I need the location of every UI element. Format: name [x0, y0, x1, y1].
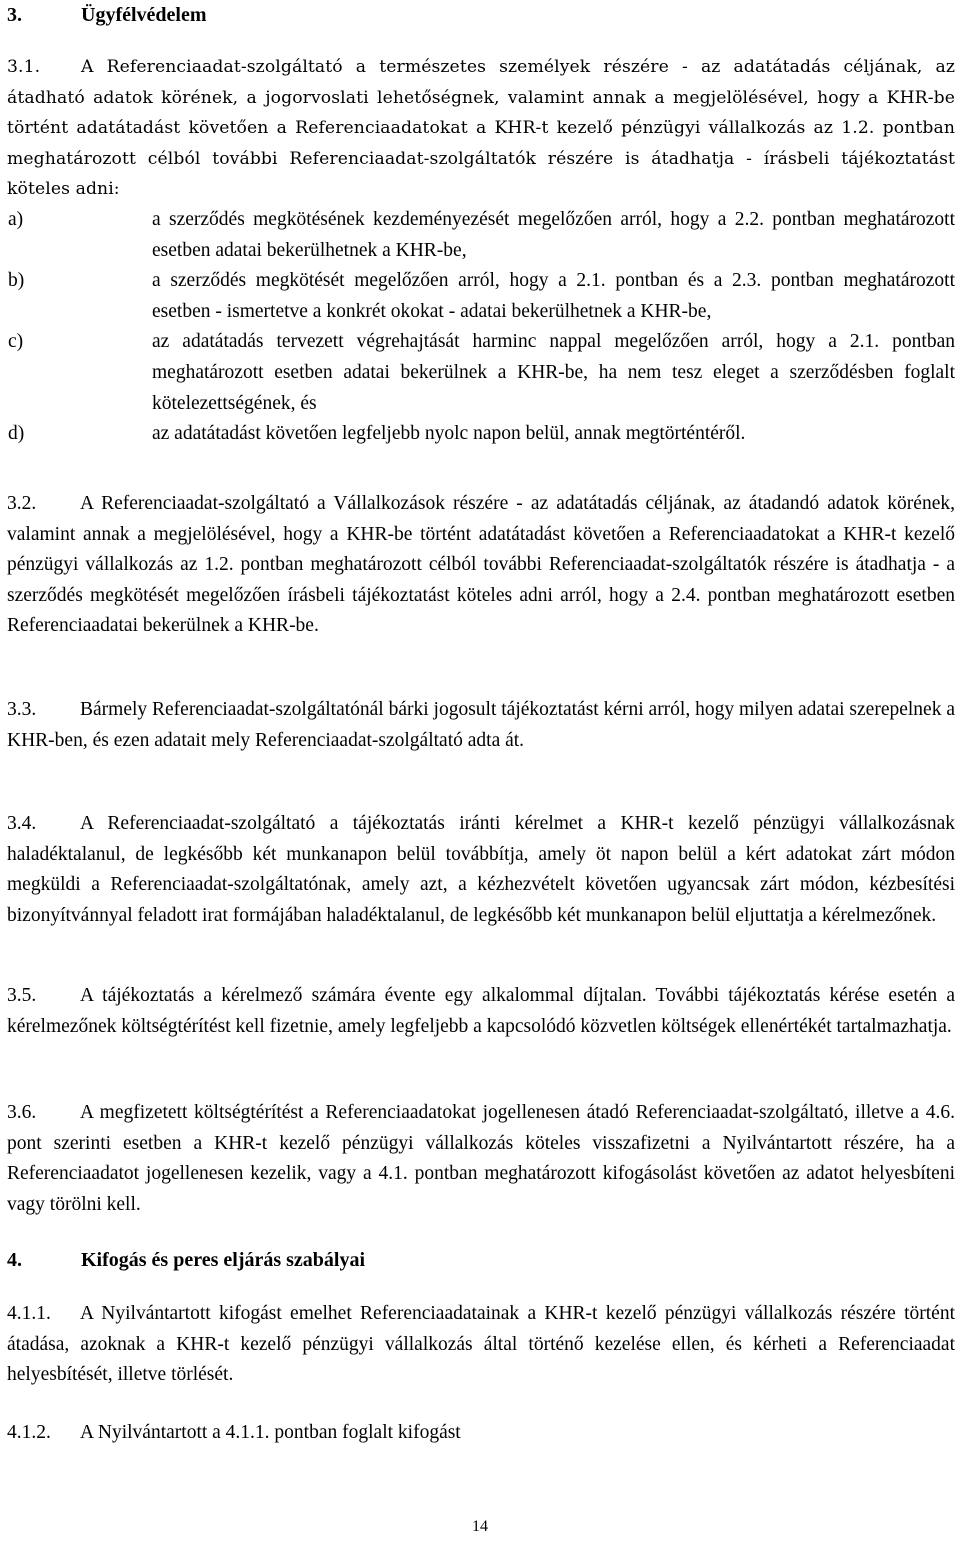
list-marker: d) [8, 423, 25, 445]
paragraph-text: A Nyilvántartott kifogást emelhet Referenciaadatainak a KHR-t kezelő pénzügyi vállalkozás részére történt átadása, azoknak a KHR-t kezelő pénzügyi vállalkozás által történő kezelése ellen, és kérheti a Referenciaadat helyesbítését, illetve törlését. [7, 1303, 955, 1386]
paragraph-text: A Referenciaadat-szolgáltató a tájékoztatás iránti kérelmet a KHR-t kezelő pénzügyi vállalkozásnak haladéktalanul, de legkésőbb két munkanapon belül továbbítja, amely öt napon belül a kért adatokat zárt módon megküldi a Referenciaadat-szolgáltatónak, amely azt, a kézhezvételt követően ugyancsak zárt módon, kézbesítési bizonyítvánnyal feladott irat formájában haladéktalanul, de legkésőbb két munkanapon belül eljuttatja a kérelmezőnek. [7, 813, 955, 926]
list-text: a szerződés megkötésének kezdeményezését megelőzően arról, hogy a 2.2. pontban meghatározott esetben adatai bekerülhetnek a KHR-be, [152, 208, 955, 261]
paragraph-3-3 [7, 695, 955, 756]
page-number: 14 [472, 1518, 488, 1535]
paragraph-number: 4.1.1. [7, 1303, 51, 1324]
paragraph-text: Bármely Referenciaadat-szolgáltatónál bárki jogosult tájékoztatást kérni arról, hogy milyen adatai szerepelnek a KHR-ben, és ezen adatait mely Referenciaadat-szolgáltató adta át. [7, 699, 955, 751]
list-item [7, 266, 955, 327]
paragraph-number: 3.4. [7, 813, 37, 834]
list-marker: b) [8, 270, 25, 292]
paragraph-text [7, 52, 955, 205]
paragraph-text: A tájékoztatás a kérelmező számára évente egy alkalommal díjtalan. További tájékoztatás kérése esetén a kérelmezőnek költségtérítést kell fizetnie, amely legfeljebb a kapcsolódó közvetlen költségek ellenértékét tartalmazhatja. [7, 985, 955, 1037]
list-item [7, 419, 955, 450]
list-text: a szerződés megkötését megelőzően arról, hogy a 2.1. pontban és a 2.3. pontban meghatározott esetben - ismertetve a konkrét okokat - adatai bekerülhetnek a KHR-be, [152, 270, 955, 322]
paragraph-number: 3.1. [7, 57, 41, 77]
list-item [7, 205, 955, 266]
list-marker: a) [8, 208, 24, 230]
list-marker: c) [8, 331, 24, 353]
list-text: az adatátadás tervezett végrehajtását harminc nappal megelőzően arról, hogy a 2.1. pontban meghatározott esetben adatai bekerülnek a KHR-be, ha nem tesz eleget a szerződésben foglalt kötelezettségének, és [152, 331, 955, 414]
paragraph-text: A megfizetett költségtérítést a Referenciaadatokat jogellenesen átadó Referenciaadat-szolgáltató, illetve a 4.6. pont szerinti esetben a KHR-t kezelő pénzügyi vállalkozás köteles visszafizetni a Nyilvántartott részére, ha a Referenciaadatot jogellenesen kezelik, vagy a 4.1. pontban meghatározott kifogásolást követően az adatot helyesbíteni vagy törölni kell. [7, 1102, 955, 1215]
paragraph-3-6 [7, 1098, 955, 1220]
paragraph-intro: A Referenciaadat-szolgáltató a természetes személyek részére - az adatátadás céljának, az átadható adatok körének, a jogorvoslati lehetőségnek, valamint annak a megjelölésével, hogy a KHR-be történt adatátadást követően a Referenciaadatokat a KHR-t kezelő pénzügyi vállalkozás az 1.2. pontban meghatározott célból további Referenciaadat-szolgáltatók részére is átadhatja - írásbeli tájékoztatást köteles adni: [7, 57, 955, 200]
section-number: 3. [7, 4, 22, 26]
section-title: Kifogás és peres eljárás szabályai [81, 1249, 366, 1271]
paragraph-text: A Nyilvántartott a 4.1.1. pontban foglalt kifogást [80, 1422, 461, 1443]
paragraph-3-1 [7, 52, 955, 450]
section-heading-3 [7, 0, 207, 31]
paragraph-4-1-1 [7, 1299, 955, 1391]
notice-list [7, 205, 955, 450]
list-item [7, 327, 955, 419]
paragraph-number: 3.3. [7, 699, 37, 720]
section-title: Ügyfélvédelem [81, 4, 207, 26]
paragraph-number: 3.2. [7, 493, 37, 514]
paragraph-3-5 [7, 981, 955, 1042]
list-text: az adatátadást követően legfeljebb nyolc napon belül, annak megtörténtéről. [152, 423, 746, 445]
paragraph-number: 4.1.2. [7, 1422, 51, 1443]
paragraph-number: 3.6. [7, 1102, 37, 1123]
paragraph-3-2 [7, 489, 955, 642]
paragraph-3-4 [7, 809, 955, 931]
paragraph-4-1-2 [7, 1418, 955, 1449]
section-number: 4. [7, 1249, 22, 1271]
paragraph-text: A Referenciaadat-szolgáltató a Vállalkozások részére - az adatátadás céljának, az átadandó adatok körének, valamint annak a megjelölésével, hogy a KHR-be történt adatátadást követően a Referenciaadatokat a KHR-t kezelő pénzügyi vállalkozás az 1.2. pontban meghatározott célból további Referenciaadat-szolgáltatók részére is átadhatja - a szerződés megkötését megelőzően írásbeli tájékoztatást köteles adni arról, hogy a 2.4. pontban meghatározott esetben Referenciaadatai bekerülnek a KHR-be. [7, 493, 955, 637]
paragraph-number: 3.5. [7, 985, 37, 1006]
section-heading-4 [7, 1245, 365, 1276]
